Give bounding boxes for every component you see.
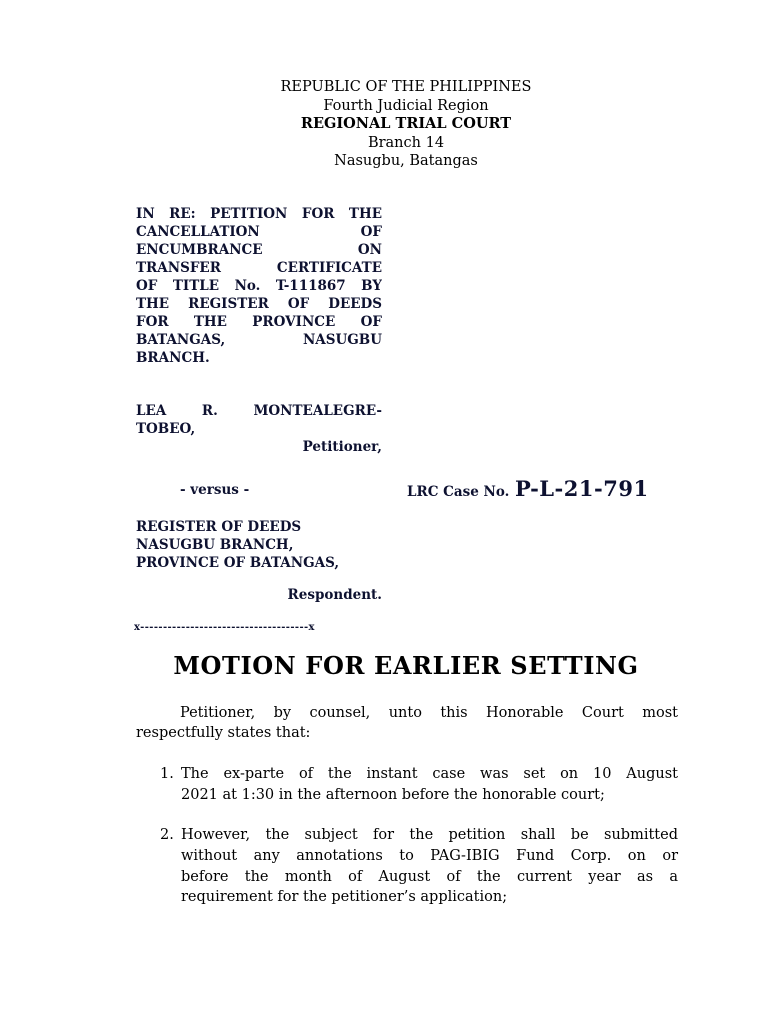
numbered-item bbox=[160, 825, 678, 908]
numbered-item bbox=[160, 764, 678, 806]
petitioner-block bbox=[136, 402, 382, 456]
court-name: REGIONAL TRIAL COURT bbox=[300, 115, 512, 133]
respondent-name-line: REGISTER OF DEEDS bbox=[136, 519, 302, 535]
item-number: 2. bbox=[160, 827, 174, 843]
in-re-line: FOR THE PROVINCE OF bbox=[136, 314, 382, 330]
in-re-line: BRANCH. bbox=[136, 350, 210, 366]
case-number-block bbox=[407, 476, 649, 501]
item-line: without any annotations to PAG-IBIG Fund Corp. on or bbox=[181, 847, 678, 864]
location-line: Nasugbu, Batangas bbox=[334, 153, 478, 170]
petitioner-name-line: TOBEO, bbox=[136, 421, 196, 437]
intro-line: Petitioner, by counsel, unto this Honorable Court most bbox=[180, 705, 678, 721]
item-number: 1. bbox=[160, 766, 174, 782]
region-line: Fourth Judicial Region bbox=[323, 97, 489, 114]
respondent-name-line: NASUGBU BRANCH, bbox=[136, 537, 294, 553]
branch-line: Branch 14 bbox=[367, 134, 445, 151]
in-re-line: THE REGISTER OF DEEDS bbox=[136, 296, 382, 312]
item-line: before the month of August of the current year as a bbox=[181, 868, 678, 885]
in-re-line: OF TITLE No. T-111867 BY bbox=[136, 278, 382, 294]
petitioner-role: Petitioner, bbox=[302, 439, 382, 455]
respondent-block bbox=[136, 518, 382, 572]
item-line: The ex-parte of the instant case was set on 10 August bbox=[181, 766, 678, 782]
intro-line: respectfully states that: bbox=[136, 725, 311, 741]
document-title: MOTION FOR EARLIER SETTING bbox=[173, 651, 639, 680]
in-re-caption bbox=[136, 205, 382, 367]
caption-divider: x-------------------------------------x bbox=[134, 622, 315, 633]
item-text bbox=[181, 764, 678, 806]
republic-line: REPUBLIC OF THE PHILIPPINES bbox=[280, 79, 532, 95]
versus-label: - versus - bbox=[180, 482, 250, 498]
in-re-line: IN RE: PETITION FOR THE bbox=[136, 206, 382, 222]
item-line: 2021 at 1:30 in the afternoon before the honorable court; bbox=[181, 786, 605, 803]
in-re-line: BATANGAS, NASUGBU bbox=[136, 332, 382, 348]
item-text bbox=[181, 825, 678, 908]
court-header bbox=[0, 78, 768, 171]
in-re-line: ENCUMBRANCE ON bbox=[136, 242, 382, 258]
petitioner-name-line: LEA R. MONTEALEGRE- bbox=[136, 403, 382, 419]
respondent-role: Respondent. bbox=[287, 587, 382, 603]
intro-paragraph bbox=[136, 703, 678, 743]
case-number: P-L-21-791 bbox=[514, 476, 649, 501]
item-line: requirement for the petitioner’s application; bbox=[181, 889, 508, 906]
item-line: However, the subject for the petition shall be submitted bbox=[181, 827, 678, 843]
case-number-label: LRC Case No. bbox=[407, 484, 510, 500]
in-re-line: TRANSFER CERTIFICATE bbox=[136, 260, 382, 276]
in-re-line: CANCELLATION OF bbox=[136, 224, 382, 240]
respondent-name-line: PROVINCE OF BATANGAS, bbox=[136, 555, 340, 571]
